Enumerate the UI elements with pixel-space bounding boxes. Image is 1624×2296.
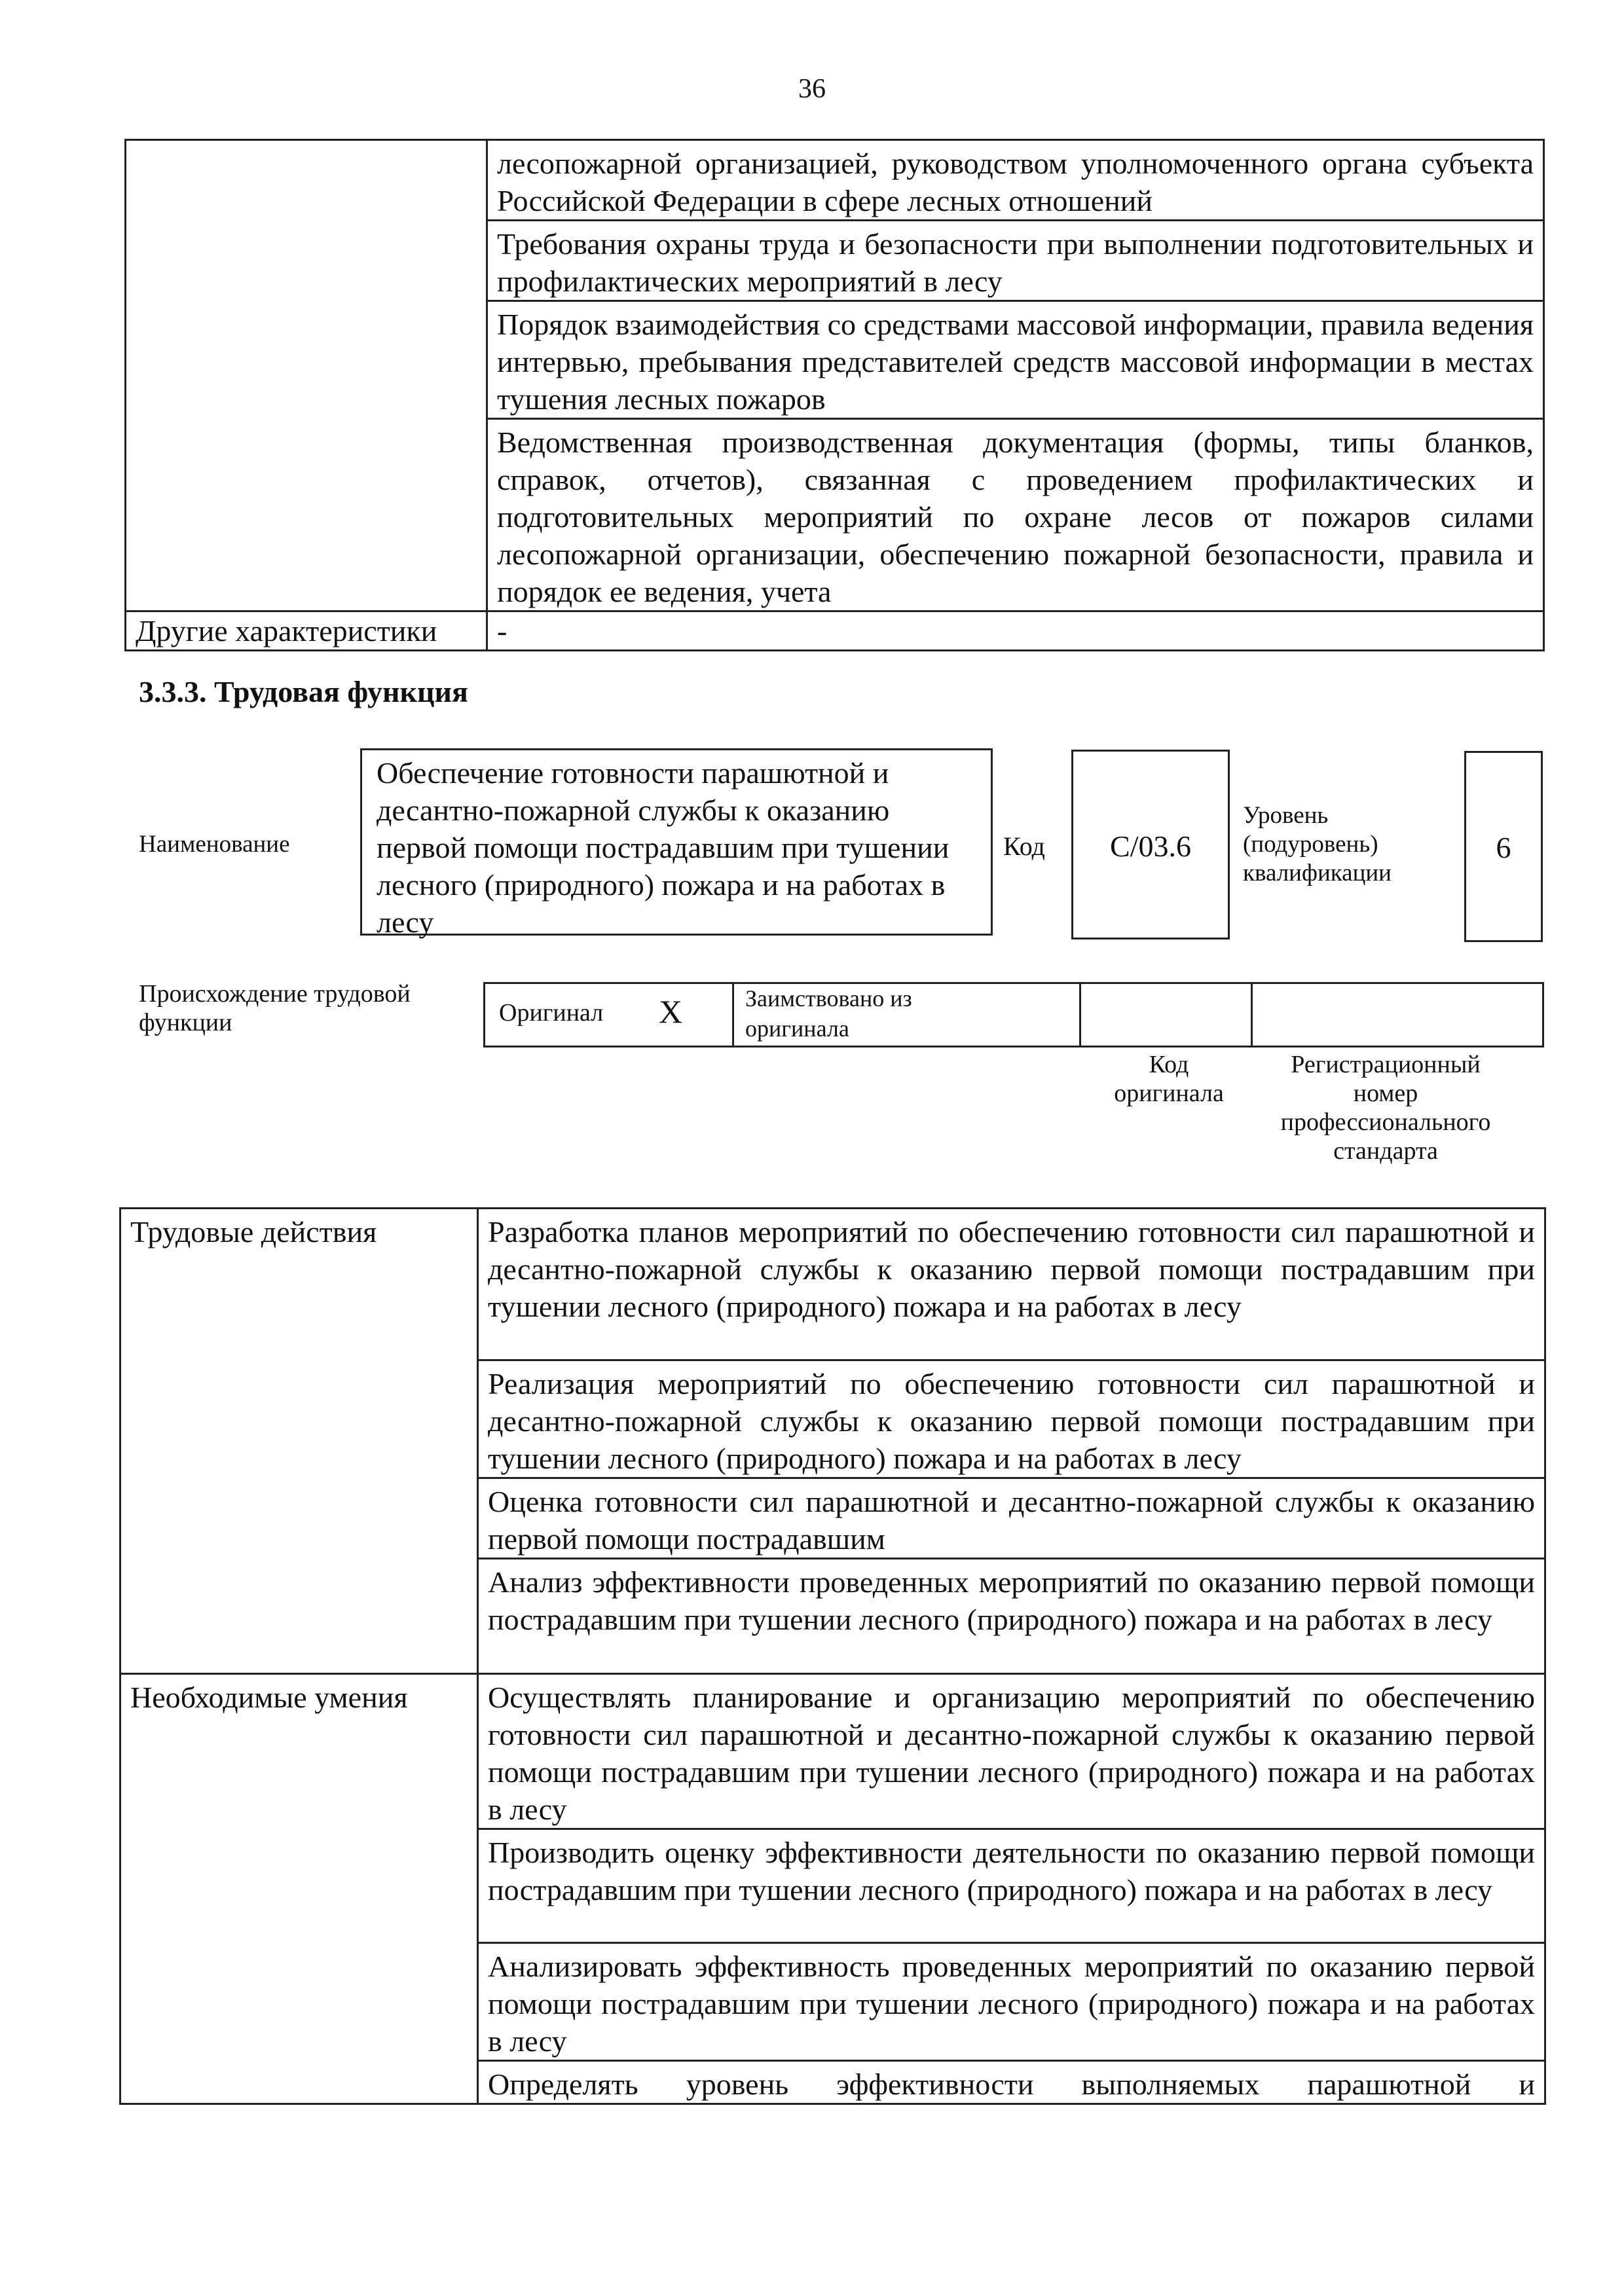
table-cell: Производить оценку эффективности деятельности по оказанию первой помощи пострадавшим при тушении лесного (природного) пожара и на работах в лесу <box>478 1829 1545 1943</box>
table-row <box>120 1209 1545 1360</box>
page-number: 36 <box>798 74 826 104</box>
table-cell: Требования охраны труда и безопасности при выполнении подготовительных и профилактических мероприятий в лесу <box>487 221 1544 301</box>
code-box <box>1071 750 1230 939</box>
origin-label: Происхождение трудовой функции <box>139 980 411 1036</box>
table-cell: Определять уровень эффективности выполняемых парашютной и <box>478 2061 1545 2104</box>
knowledge-table-continued <box>124 139 1545 651</box>
table-cell: Анализ эффективности проведенных мероприятий по оказанию первой помощи пострадавшим при тушении лесного (природного) пожара и на работах в лесу <box>478 1559 1545 1674</box>
table-cell: Разработка планов мероприятий по обеспечению готовности сил парашютной и десантно-пожарной службы к оказанию первой помощи пострадавшим при тушении лесного (природного) пожара и на работах в лесу <box>478 1209 1545 1360</box>
table-row <box>126 611 1544 651</box>
table-cell: Анализировать эффективность проведенных мероприятий по оказанию первой помощи пострадавшим при тушении лесного (природного) пожара и на работах в лесу <box>478 1943 1545 2061</box>
origin-divider-1 <box>732 982 734 1048</box>
table-cell: Реализация мероприятий по обеспечению готовности сил парашютной и десантно-пожарной службы к оказанию первой помощи пострадавшим при тушении лесного (природного) пожара и на работах в лесу <box>478 1360 1545 1478</box>
code-label: Код <box>1003 831 1045 861</box>
origin-code-caption: Код оригинала <box>1114 1051 1224 1107</box>
origin-borrowed-label: Заимствовано из оригинала <box>745 985 912 1042</box>
table-cell: Оценка готовности сил парашютной и десантно-пожарной службы к оказанию первой помощи пострадавшим <box>478 1478 1545 1559</box>
origin-row <box>483 982 1544 1048</box>
labor-function-table <box>119 1207 1546 2105</box>
group-label-actions: Трудовые действия <box>120 1209 478 1674</box>
table-cell: Порядок взаимодействия со средствами массовой информации, правила ведения интервью, пребывания представителей средств массовой информации в местах тушения лесных пожаров <box>487 301 1544 419</box>
table-cell: Осуществлять планирование и организацию мероприятий по обеспечению готовности сил парашютной и десантно-пожарной службы к оказанию первой помощи пострадавшим при тушении лесного (природного) пожара и на работах в лесу <box>478 1674 1545 1829</box>
table-cell: - <box>487 611 1544 651</box>
row-label: Другие характеристики <box>126 611 487 651</box>
level-value: 6 <box>1496 831 1511 864</box>
origin-divider-3 <box>1251 982 1253 1048</box>
table-cell: лесопожарной организацией, руководством уполномоченного органа субъекта Российской Федерации в сфере лесных отношений <box>487 140 1544 221</box>
level-label: Уровень (подуровень) квалификации <box>1243 802 1392 886</box>
name-value-box <box>360 748 993 939</box>
group-label-skills: Необходимые умения <box>120 1674 478 2104</box>
origin-original-label: Оригинал <box>499 999 604 1027</box>
name-label: Наименование <box>139 831 290 858</box>
table-row <box>126 140 1544 221</box>
function-name: Обеспечение готовности парашютной и десантно-пожарной службы к оказанию первой помощи пострадавшим при тушении лесного (природного) пожара и на работах в лесу <box>377 756 950 939</box>
row-label-empty <box>126 140 487 611</box>
table-cell: Ведомственная производственная документация (формы, типы бланков, справок, отчетов), связанная с проведением профилактических и подготовительных мероприятий по охране лесов от пожаров силами лесопожарной организации, обеспечению пожарной безопасности, правила и порядок ее ведения, учета <box>487 419 1544 611</box>
section-title: 3.3.3. Трудовая функция <box>139 675 468 708</box>
level-box <box>1464 751 1543 942</box>
code-value: C/03.6 <box>1110 829 1191 863</box>
origin-original-mark: X <box>659 993 683 1030</box>
origin-reg-caption: Регистрационный номер профессионального стандарта <box>1280 1051 1491 1165</box>
table-row <box>120 1674 1545 1829</box>
origin-divider-2 <box>1079 982 1081 1048</box>
